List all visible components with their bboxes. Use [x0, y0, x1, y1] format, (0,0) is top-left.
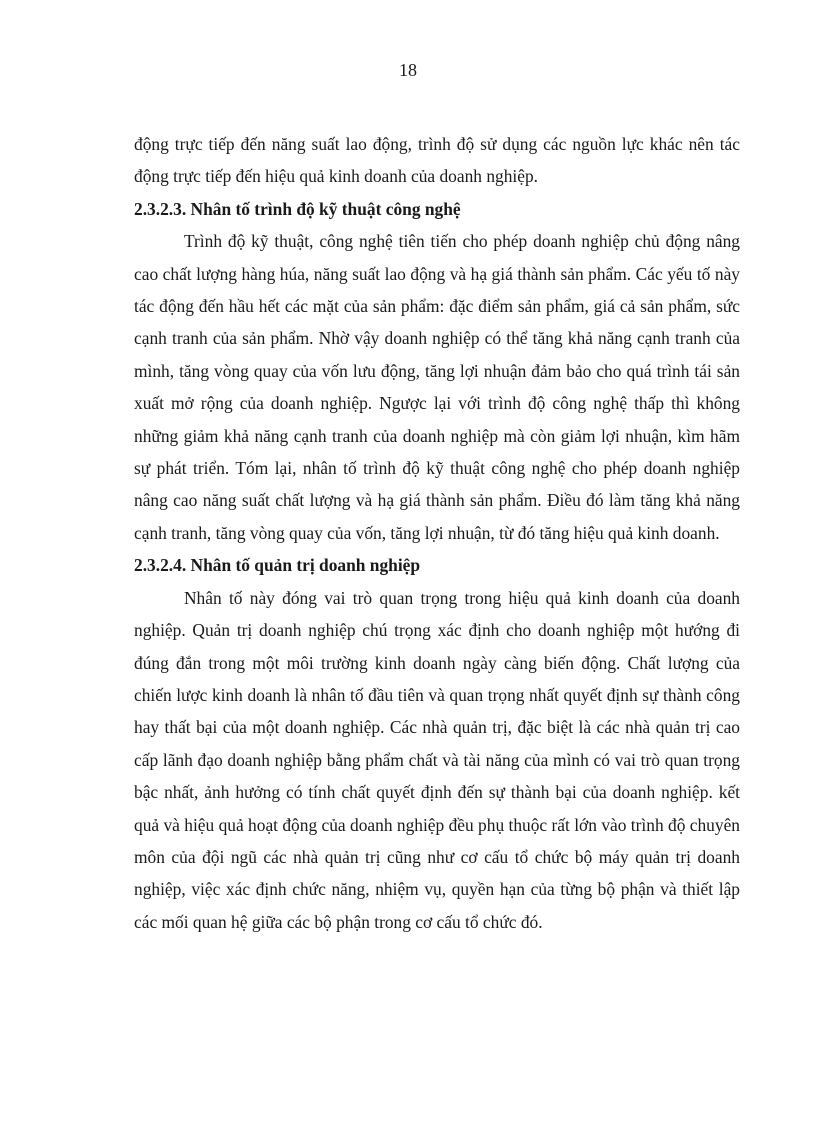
- paragraph-technology-factor: Trình độ kỹ thuật, công nghệ tiên tiến cho phép doanh nghiệp chủ động nâng cao chất lượng hàng húa, năng suất lao động và hạ giá thành sản phẩm. Các yếu tố này tác động đến hầu hết các mặt của sản phẩm: đặc điểm sản phẩm, giá cả sản phẩm, sức cạnh tranh của sản phẩm. Nhờ vậy doanh nghiệp có thể tăng khả năng cạnh tranh của mình, tăng vòng quay của vốn lưu động, tăng lợi nhuận đảm bảo cho quá trình tái sản xuất mở rộng của doanh nghiệp. Ngược lại với trình độ công nghệ thấp thì không những giảm khả năng cạnh tranh của doanh nghiệp mà còn giảm lợi nhuận, kìm hãm sự phát triển. Tóm lại, nhân tố trình độ kỹ thuật công nghệ cho phép doanh nghiệp nâng cao năng suất chất lượng và hạ giá thành sản phẩm. Điều đó làm tăng khả năng cạnh tranh, tăng vòng quay của vốn, tăng lợi nhuận, từ đó tăng hiệu quả kinh doanh.: [134, 231, 740, 543]
- document-body: [134, 128, 740, 938]
- paragraph-management-factor: Nhân tố này đóng vai trò quan trọng trong hiệu quả kinh doanh của doanh nghiệp. Quản trị doanh nghiệp chú trọng xác định cho doanh nghiệp một hướng đi đúng đắn trong một môi trường kinh doanh ngày càng biến động. Chất lượng của chiến lược kinh doanh là nhân tố đầu tiên và quan trọng nhất quyết định sự thành công hay thất bại của một doanh nghiệp. Các nhà quản trị, đặc biệt là các nhà quản trị cao cấp lãnh đạo doanh nghiệp bằng phẩm chất và tài năng của mình có vai trò quan trọng bậc nhất, ảnh hưởng có tính chất quyết định đến sự thành bại của doanh nghiệp. kết quả và hiệu quả hoạt động của doanh nghiệp đều phụ thuộc rất lớn vào trình độ chuyên môn của đội ngũ các nhà quản trị cũng như cơ cấu tổ chức bộ máy quản trị doanh nghiệp, việc xác định chức năng, nhiệm vụ, quyền hạn của từng bộ phận và thiết lập các mối quan hệ giữa các bộ phận trong cơ cấu tổ chức đó.: [134, 587, 740, 932]
- section-heading-2-3-2-3: 2.3.2.3. Nhân tố trình độ kỹ thuật công nghệ: [134, 198, 461, 219]
- page-number: 18: [399, 60, 417, 80]
- paragraph-continuation: động trực tiếp đến năng suất lao động, trình độ sử dụng các nguồn lực khác nên tác động trực tiếp đến hiệu quả kinh doanh của doanh nghiệp.: [134, 134, 740, 187]
- section-heading-2-3-2-4: 2.3.2.4. Nhân tố quản trị doanh nghiệp: [134, 555, 421, 576]
